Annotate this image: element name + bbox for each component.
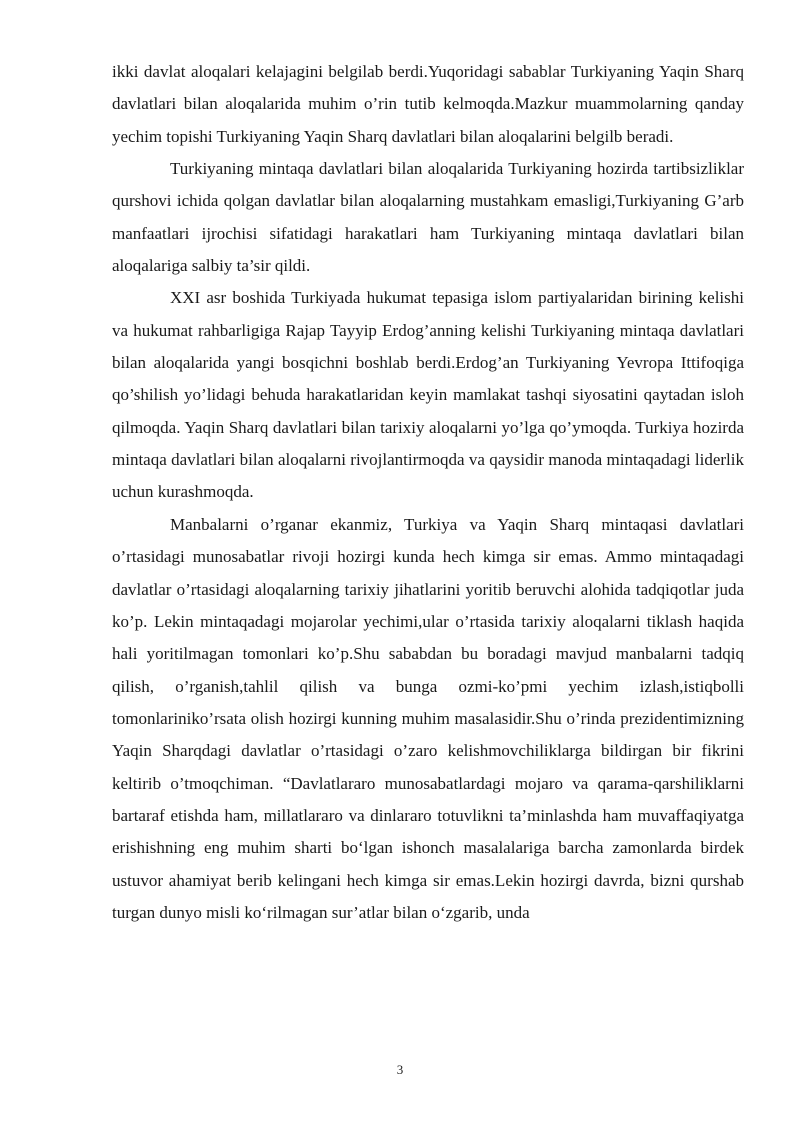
paragraph-2: Turkiyaning mintaqa davlatlari bilan aloqalarida Turkiyaning hozirda tartibsizliklar qurshovi ichida qolgan davlatlar bilan aloqalarning mustahkam emasligi,Turkiyaning G’arb manfaatlari ijrochisi sifatidagi harakatlari ham Turkiyaning mintaqa davlatlari bilan aloqalariga salbiy ta’sir qildi. <box>112 159 744 276</box>
paragraph-continuation: ikki davlat aloqalari kelajagini belgilab berdi.Yuqoridagi sabablar Turkiyaning Yaqin Sharq davlatlari bilan aloqalarida muhim o’rin tutib kelmoqda.Mazkur muammolarning qanday yechim topishi Turkiyaning Yaqin Sharq davlatlari bilan aloqalarini belgilb beradi. <box>112 62 744 146</box>
document-page <box>112 56 744 929</box>
paragraph-3: XXI asr boshida Turkiyada hukumat tepasiga islom partiyalaridan birining kelishi va hukumat rahbarligiga Rajap Tayyip Erdog’anning kelishi Turkiyaning mintaqa davlatlari bilan aloqalarida yangi bosqichni boshlab berdi.Erdog’an Turkiyaning Yevropa Ittifoqiga qo’shilish yo’lidagi behuda harakatlaridan keyin mamlakat tashqi siyosatini qaytadan isloh qilmoqda. Yaqin Sharq davlatlari bilan tarixiy aloqalarni yo’lga qo’ymoqda. Turkiya hozirda mintaqa davlatlari bilan aloqalarni rivojlantirmoqda va qaysidir manoda mintaqadagi liderlik uchun kurashmoqda. <box>112 288 744 502</box>
paragraph-4: Manbalarni o’rganar ekanmiz, Turkiya va Yaqin Sharq mintaqasi davlatlari o’rtasidagi munosabatlar rivoji hozirgi kunda hech kimga sir emas. Ammo mintaqadagi davlatlar o’rtasidagi aloqalarning tarixiy jihatlarini yoritib beruvchi alohida tadqiqotlar juda ko’p. Lekin mintaqadagi mojarolar yechimi,ular o’rtasida tarixiy aloqalarni tiklash haqida hali yoritilmagan tomonlari ko’p.Shu sababdan bu boradagi mavjud manbalarni tadqiq qilish, o’rganish,tahlil qilish va bunga ozmi-ko’pmi yechim izlash,istiqbolli tomonlariniko’rsata olish hozirgi kunning muhim masalasidir.Shu o’rinda prezidentimizning Yaqin Sharqdagi davlatlar o’rtasidagi o’zaro kelishmovchiliklarga bildirgan bir fikrini keltirib o’tmoqchiman. “Davlatlararo munosabatlardagi mojaro va qarama-qarshiliklarni bartaraf etishda ham, millatlararo va dinlararo totuvlikni ta’minlashda ham muvaffaqiyatga erishishning eng muhim sharti bo‘lgan ishonch masalalariga barcha zamonlarda birdek ustuvor ahamiyat berib kelingani hech kimga sir emas.Lekin hozirgi davrda, bizni qurshab turgan dunyo misli ko‘rilmagan sur’atlar bilan o‘zgarib, unda <box>112 514 744 922</box>
page-number: 3 <box>396 1062 404 1077</box>
